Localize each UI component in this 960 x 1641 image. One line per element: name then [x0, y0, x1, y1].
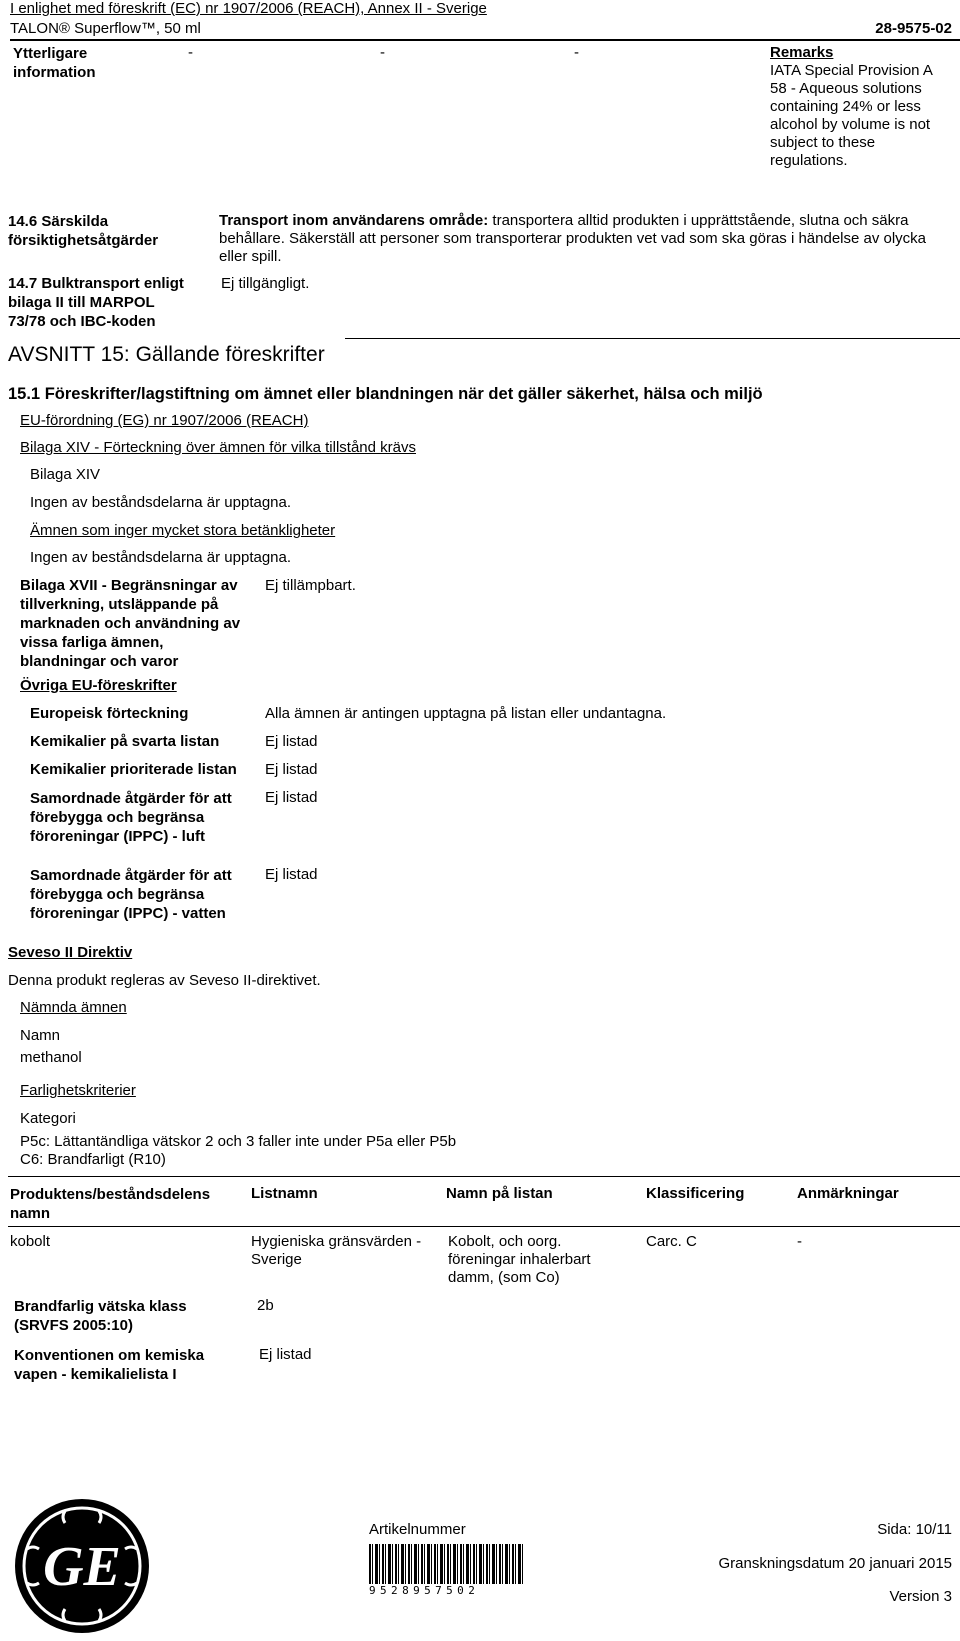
dash-1: - — [188, 44, 193, 61]
row-label-european-inventory: Europeisk förteckning — [30, 705, 189, 722]
td-classification: Carc. C — [646, 1233, 697, 1250]
page-number: Sida: 10/11 — [877, 1521, 952, 1538]
version: Version 3 — [889, 1588, 952, 1605]
th-remarks: Anmärkningar — [797, 1185, 899, 1202]
barcode-digits: 9528957502 — [369, 1584, 480, 1597]
seveso-heading: Seveso II Direktiv — [8, 944, 133, 961]
dash-2: - — [380, 44, 385, 61]
ge-logo-lettering: GE — [43, 1536, 121, 1598]
other-eu-heading: Övriga EU-föreskrifter — [20, 677, 177, 694]
section-14-6-label: 14.6 Särskilda försiktighetsåtgärder — [8, 213, 159, 249]
th-classification: Klassificering — [646, 1185, 745, 1202]
row-label-black-list: Kemikalier på svarta listan — [30, 733, 220, 750]
header-divider — [10, 39, 960, 41]
annex17-label: Bilaga XVII - Begränsningar av tillverkning, utsläppande på marknaden och användning av vissa farliga ämnen, blandningar och varor — [20, 577, 241, 670]
row-value-priority-list: Ej listad — [265, 761, 318, 778]
category-value: P5c: Lättantändliga vätskor 2 och 3 faller inte under P5a eller P5b C6: Brandfarligt (R10) — [20, 1133, 457, 1168]
additional-info-label: Ytterligare information — [13, 45, 96, 81]
remarks-title: Remarks — [770, 44, 834, 61]
section-14-6-body: transportera alltid produkten i upprättstående, slutna och säkra behållare. Säkerställ att personer som transporterar produkten vet vad som ska göras i händelse av olycka eller spill. — [219, 212, 927, 265]
hazard-criteria-heading: Farlighetskriterier — [20, 1082, 136, 1099]
section-15-title: AVSNITT 15: Gällande föreskrifter — [8, 343, 325, 366]
barcode — [369, 1544, 525, 1598]
ge-logo-icon — [13, 1497, 151, 1635]
td-remarks: - — [797, 1233, 802, 1250]
row-value-black-list: Ej listad — [265, 733, 318, 750]
chem-weapons-label: Konventionen om kemiska vapen - kemikalielista I — [14, 1347, 205, 1383]
category-label: Kategori — [20, 1110, 76, 1127]
section-14-6-text — [219, 212, 939, 266]
td-name-on-list: Kobolt, och oorg. föreningar inhalerbart damm, (som Co) — [448, 1233, 591, 1286]
row-value-ippc-air: Ej listad — [265, 789, 318, 806]
row-label-priority-list: Kemikalier prioriterade listan — [30, 761, 237, 778]
annex14-heading: Bilaga XIV - Förteckning över ämnen för vilka tillstånd krävs — [20, 439, 416, 456]
table-top-rule — [8, 1176, 960, 1177]
th-component-name: Produktens/beståndsdelens namn — [10, 1186, 211, 1222]
th-name-on-list: Namn på listan — [446, 1185, 553, 1202]
named-substances-heading: Nämnda ämnen — [20, 999, 127, 1016]
fire-class-label: Brandfarlig vätska klass (SRVFS 2005:10) — [14, 1298, 187, 1334]
product-name: TALON® Superflow™, 50 ml — [10, 20, 201, 37]
seveso-text: Denna produkt regleras av Seveso II-direktivet. — [8, 972, 321, 989]
section-14-7-value: Ej tillgängligt. — [221, 275, 310, 292]
name-value: methanol — [20, 1049, 82, 1066]
review-date: Granskningsdatum 20 januari 2015 — [718, 1555, 952, 1572]
barcode-bars — [369, 1544, 525, 1584]
svhc-value: Ingen av beståndsdelarna är upptagna. — [30, 549, 292, 566]
table-header-rule — [8, 1226, 960, 1227]
chem-weapons-value: Ej listad — [259, 1346, 312, 1363]
dash-3: - — [574, 44, 579, 61]
ge-logo — [13, 1497, 151, 1635]
fire-class-value: 2b — [257, 1297, 274, 1314]
row-value-ippc-water: Ej listad — [265, 866, 318, 883]
regulation-header: I enlighet med föreskrift (EC) nr 1907/2006 (REACH), Annex II - Sverige — [10, 0, 487, 17]
annex17-value: Ej tillämpbart. — [265, 577, 356, 594]
section-14-7-label: 14.7 Bulktransport enligt bilaga II till MARPOL 73/78 och IBC-koden — [8, 275, 184, 330]
annex14-label: Bilaga XIV — [30, 466, 101, 483]
section-15-1-title: 15.1 Föreskrifter/lagstiftning om ämnet eller blandningen när det gäller säkerhet, hälsa och miljö — [8, 385, 763, 403]
td-component: kobolt — [10, 1233, 51, 1250]
product-code: 28-9575-02 — [875, 20, 952, 37]
svhc-heading: Ämnen som inger mycket stora betänkligheter — [30, 522, 336, 539]
section-14-6-lead: Transport inom användarens område: — [219, 212, 489, 229]
row-value-european-inventory: Alla ämnen är antingen upptagna på listan eller undantagna. — [265, 705, 667, 722]
th-list-name: Listnamn — [251, 1185, 318, 1202]
remarks-text: IATA Special Provision A 58 - Aqueous solutions containing 24% or less alcohol by volume is not subject to these regulations. — [770, 62, 933, 169]
annex14-value: Ingen av beståndsdelarna är upptagna. — [30, 494, 292, 511]
eu-regulation-heading: EU-förordning (EG) nr 1907/2006 (REACH) — [20, 412, 309, 429]
article-number-label: Artikelnummer — [369, 1521, 466, 1538]
section-15-rule — [345, 338, 960, 339]
row-label-ippc-water: Samordnade åtgärder för att förebygga och begränsa föroreningar (IPPC) - vatten — [30, 867, 232, 922]
name-label: Namn — [20, 1027, 61, 1044]
row-label-ippc-air: Samordnade åtgärder för att förebygga och begränsa föroreningar (IPPC) - luft — [30, 790, 232, 845]
td-list-name: Hygieniska gränsvärden - Sverige — [251, 1233, 422, 1268]
